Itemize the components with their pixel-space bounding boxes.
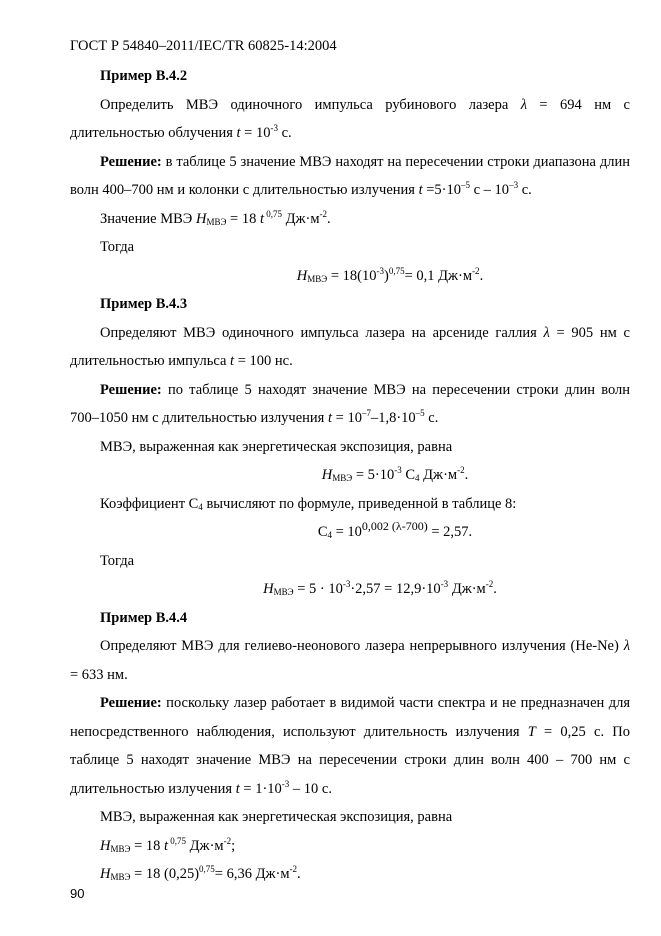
example-b44-question: Определяют МВЭ для гелиево-неонового лазера непрерывного излучения (He-Ne) λ = 633 нм. — [70, 638, 630, 683]
example-b43-coefficient-line: Коэффициент $C_4$ вычисляют по формуле, приведенной в таблице 8: — [100, 495, 517, 512]
example-b44-formula-2: $H_{МВЭ} = 18$ $(0,25)^{0,75}= 6,36$ $Дж\cdot м^{-2}$. — [100, 864, 301, 882]
example-b44-solution: Решение: поскольку лазер работает в видимой части спектра и не предназначен для непосредственного наблюдения, используют длительность излучения T = 0,25 с. По таблице 5 находят значение МВЭ на пересечении строки длин волн 400 – 700 нм с длительностью излучения $t = 1\cdot 10^{-3} - 10$ с. — [70, 695, 630, 797]
example-b42-formula: $H_{МВЭ} = 18(10^{-3})^{0,75}= 0,1$ $Дж\cdot м^{-2}$. — [296, 265, 484, 284]
document-header: ГОСТ Р 54840–2011/IEC/TR 60825-14:2004 — [70, 38, 337, 54]
example-b43-question: Определяют МВЭ одиночного импульса лазера на арсениде галлия λ = 905 нм с длительностью импульса t = 100 нс. — [70, 324, 630, 369]
example-b43-formula-3: $H_{МВЭ} = 5 \cdot 10^{-3}\cdot 2,57 = 12,9\cdot 10^{-3}$ $Дж\cdot м^{-2}$. — [263, 579, 497, 597]
example-b42-then: Тогда — [100, 239, 135, 255]
page-number: 90 — [70, 886, 85, 901]
example-b42-title: Пример B.4.2 — [100, 68, 188, 84]
example-b43-formula-1: $H_{МВЭ} = 5\cdot 10^{-3}$ $C_4$ $Дж\cdot м^{-2}$. — [321, 465, 469, 483]
example-b43-formula-2: $C_4 = 10^{0,002 (\lambda-700)} = 2,57$. — [317, 519, 473, 540]
example-b42-question: Определить МВЭ одиночного импульса рубинового лазера λ = 694 нм с длительностью облучения $t = 10^{-3}$ с. — [70, 96, 630, 141]
example-b44-formula-1: $H_{МВЭ} = 18$ t $^{0,75}$ $Дж\cdot м^{-2}$; — [100, 835, 236, 854]
example-b43-solution: Решение: по таблице 5 находят значение МВЭ на пересечении строки длин волн 700–1050 нм с длительностью излучения $t = 10^{-7}-1,8\cdot 10^{-5}$ с. — [70, 381, 630, 426]
example-b44-exposure-line: МВЭ, выраженная как энергетическая экспозиция, равна — [100, 809, 453, 825]
example-b43-title: Пример B.4.3 — [100, 296, 188, 312]
example-b44-title: Пример B.4.4 — [100, 609, 188, 626]
example-b42-value: Значение МВЭ $H_{МВЭ} = 18$ t $^{0,75}$ $Дж\cdot м^{-2}$. — [100, 208, 331, 227]
example-b43-exposure-line: МВЭ, выраженная как энергетическая экспозиция, равна — [100, 438, 453, 455]
document-page — [70, 36, 630, 889]
example-b42-solution: Решение: в таблице 5 значение МВЭ находят на пересечении строки диапазона длин волн 400–700 нм и колонки с длительностью излучения $t =5\cdot 10^{-5}$ с – $10^{-3}$ с. — [70, 153, 630, 198]
example-b43-then: Тогда — [100, 552, 135, 569]
